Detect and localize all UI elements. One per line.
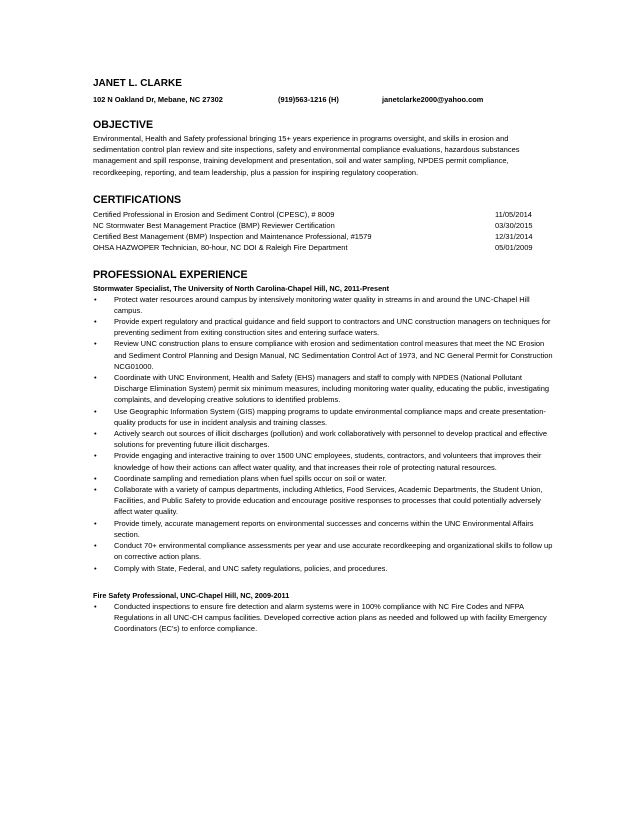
list-item	[93, 601, 553, 635]
certification-date: 12/31/2014	[495, 232, 533, 242]
list-item	[93, 428, 553, 450]
certification-name: Certified Professional in Erosion and Sediment Control (CPESC), # 8009	[93, 209, 335, 219]
bullet-icon: •	[94, 317, 97, 327]
list-item	[93, 338, 553, 372]
certification-row	[93, 220, 553, 231]
bullet-icon: •	[94, 563, 97, 573]
bullet-icon: •	[94, 473, 97, 483]
duty-text: Conduct 70+ environmental compliance assessments per year and use accurate recordkeeping and organizational skills to follow up on corrective action plans.	[114, 541, 553, 562]
job-duties-list	[93, 294, 553, 574]
list-item	[93, 473, 553, 484]
phone: (919)563-1216 (H)	[278, 95, 339, 104]
duty-text: Provide timely, accurate management reports on environmental successes and concerns within the UNC Environmental Affairs section.	[114, 518, 534, 539]
duty-text: Actively search out sources of illicit discharges (pollution) and work collaboratively with personnel to develop practical and effective solutions for preventing future illicit discharges.	[114, 429, 547, 450]
bullet-icon: •	[94, 451, 97, 461]
certifications-heading: CERTIFICATIONS	[93, 193, 182, 206]
list-item	[93, 406, 553, 428]
job-title: Fire Safety Professional, UNC-Chapel Hill, NC, 2009-2011	[93, 590, 290, 600]
list-item	[93, 563, 553, 574]
duty-text: Provide engaging and interactive training to over 1500 UNC employees, students, contractors, and volunteers that improves their knowledge of how their actions can affect water quality, and that increases their role of protecting natural resources.	[114, 451, 542, 472]
candidate-name: JANET L. CLARKE	[93, 78, 182, 89]
certification-date: 11/05/2014	[495, 209, 532, 219]
job-title: Stormwater Specialist, The University of North Carolina-Chapel Hill, NC, 2011-Present	[93, 283, 390, 293]
bullet-icon: •	[94, 406, 97, 416]
list-item	[93, 450, 553, 472]
certification-row	[93, 209, 553, 220]
bullet-icon: •	[94, 541, 97, 551]
duty-text: Coordinate sampling and remediation plans when fuel spills occur on soil or water.	[114, 473, 387, 483]
duty-text: Comply with State, Federal, and UNC safety regulations, policies, and procedures.	[114, 563, 388, 573]
duty-text: Protect water resources around campus by intensively monitoring water quality in streams in and around the UNC-Chapel Hill campus.	[114, 294, 530, 315]
duty-text: Provide expert regulatory and practical guidance and field support to contractors and UNC construction managers on techniques for preventing sediment from exiting construction sites and entering surface waters.	[114, 317, 551, 338]
bullet-icon: •	[94, 601, 97, 611]
duty-text: Conducted inspections to ensure fire detection and alarm systems were in 100% compliance with NC Fire Codes and NFPA Regulations in all UNC-CH campus facilities. Developed corrective action plans as needed and followed up with facility Emergency Coordinators (EC's) to enforce compliance.	[114, 601, 547, 634]
bullet-icon: •	[94, 518, 97, 528]
duty-text: Review UNC construction plans to ensure compliance with erosion and sedimentation control measures that meet the NC Erosion and Sediment Control Planning and Design Manual, NC Sedimentation Control Act of 1973, and NC General Permit for Construction NCG01000.	[114, 339, 553, 371]
certification-row	[93, 242, 553, 253]
duty-text: Coordinate with UNC Environment, Health and Safety (EHS) managers and staff to comply with NPDES (National Pollutant Discharge Elimination System) permit six minimum measures, including monitoring water quality, educating the public, investigating complaints, and developing creative solutions to identified problems.	[114, 373, 550, 405]
list-item	[93, 540, 553, 562]
bullet-icon: •	[94, 339, 97, 349]
bullet-icon: •	[94, 294, 97, 304]
bullet-icon: •	[94, 373, 97, 383]
resume-page	[93, 78, 553, 634]
duty-text: Collaborate with a variety of campus departments, including Athletics, Food Services, Academic Departments, the Student Union, Facilities, and Public Safety to provide education and encourage positive responses to processes that could potentially adversely affect water quality.	[114, 485, 543, 517]
list-item	[93, 372, 553, 406]
certification-date: 03/30/2015	[495, 221, 533, 231]
list-item	[93, 316, 553, 338]
certification-date: 05/01/2009	[495, 243, 533, 253]
job-duties-list	[93, 601, 553, 635]
email: janetclarke2000@yahoo.com	[382, 95, 484, 104]
certification-name: Certified Best Management (BMP) Inspection and Maintenance Professional, #1579	[93, 232, 372, 242]
list-item	[93, 294, 553, 316]
duty-text: Use Geographic Information System (GIS) mapping programs to update environmental compliance maps and create presentation-quality products for use in incident analysis and training classes.	[114, 406, 546, 427]
list-item	[93, 518, 553, 540]
certifications-list	[93, 209, 553, 254]
certification-row	[93, 231, 553, 242]
bullet-icon: •	[94, 429, 97, 439]
bullet-icon: •	[94, 485, 97, 495]
certification-name: NC Stormwater Best Management Practice (BMP) Reviewer Certification	[93, 221, 335, 231]
objective-heading: OBJECTIVE	[93, 119, 154, 131]
certification-name: OHSA HAZWOPER Technician, 80-hour, NC DOI & Raleigh Fire Department	[93, 243, 348, 253]
objective-text: Environmental, Health and Safety professional bringing 15+ years experience in programs oversight, and skills in erosion and sedimentation control plan review and site inspections, safety and environmental compliance evaluations, hazardous substances management and spill response, training development and presentation, soil and water sampling, NPDES permit compliance, recordkeeping, reporting, and team leadership, plus a passion for inspiring regulatory cooperation.	[93, 134, 520, 177]
contact-line	[93, 94, 553, 105]
experience-heading: PROFESSIONAL EXPERIENCE	[93, 268, 248, 281]
list-item	[93, 484, 553, 518]
address: 102 N Oakland Dr, Mebane, NC 27302	[93, 95, 223, 104]
